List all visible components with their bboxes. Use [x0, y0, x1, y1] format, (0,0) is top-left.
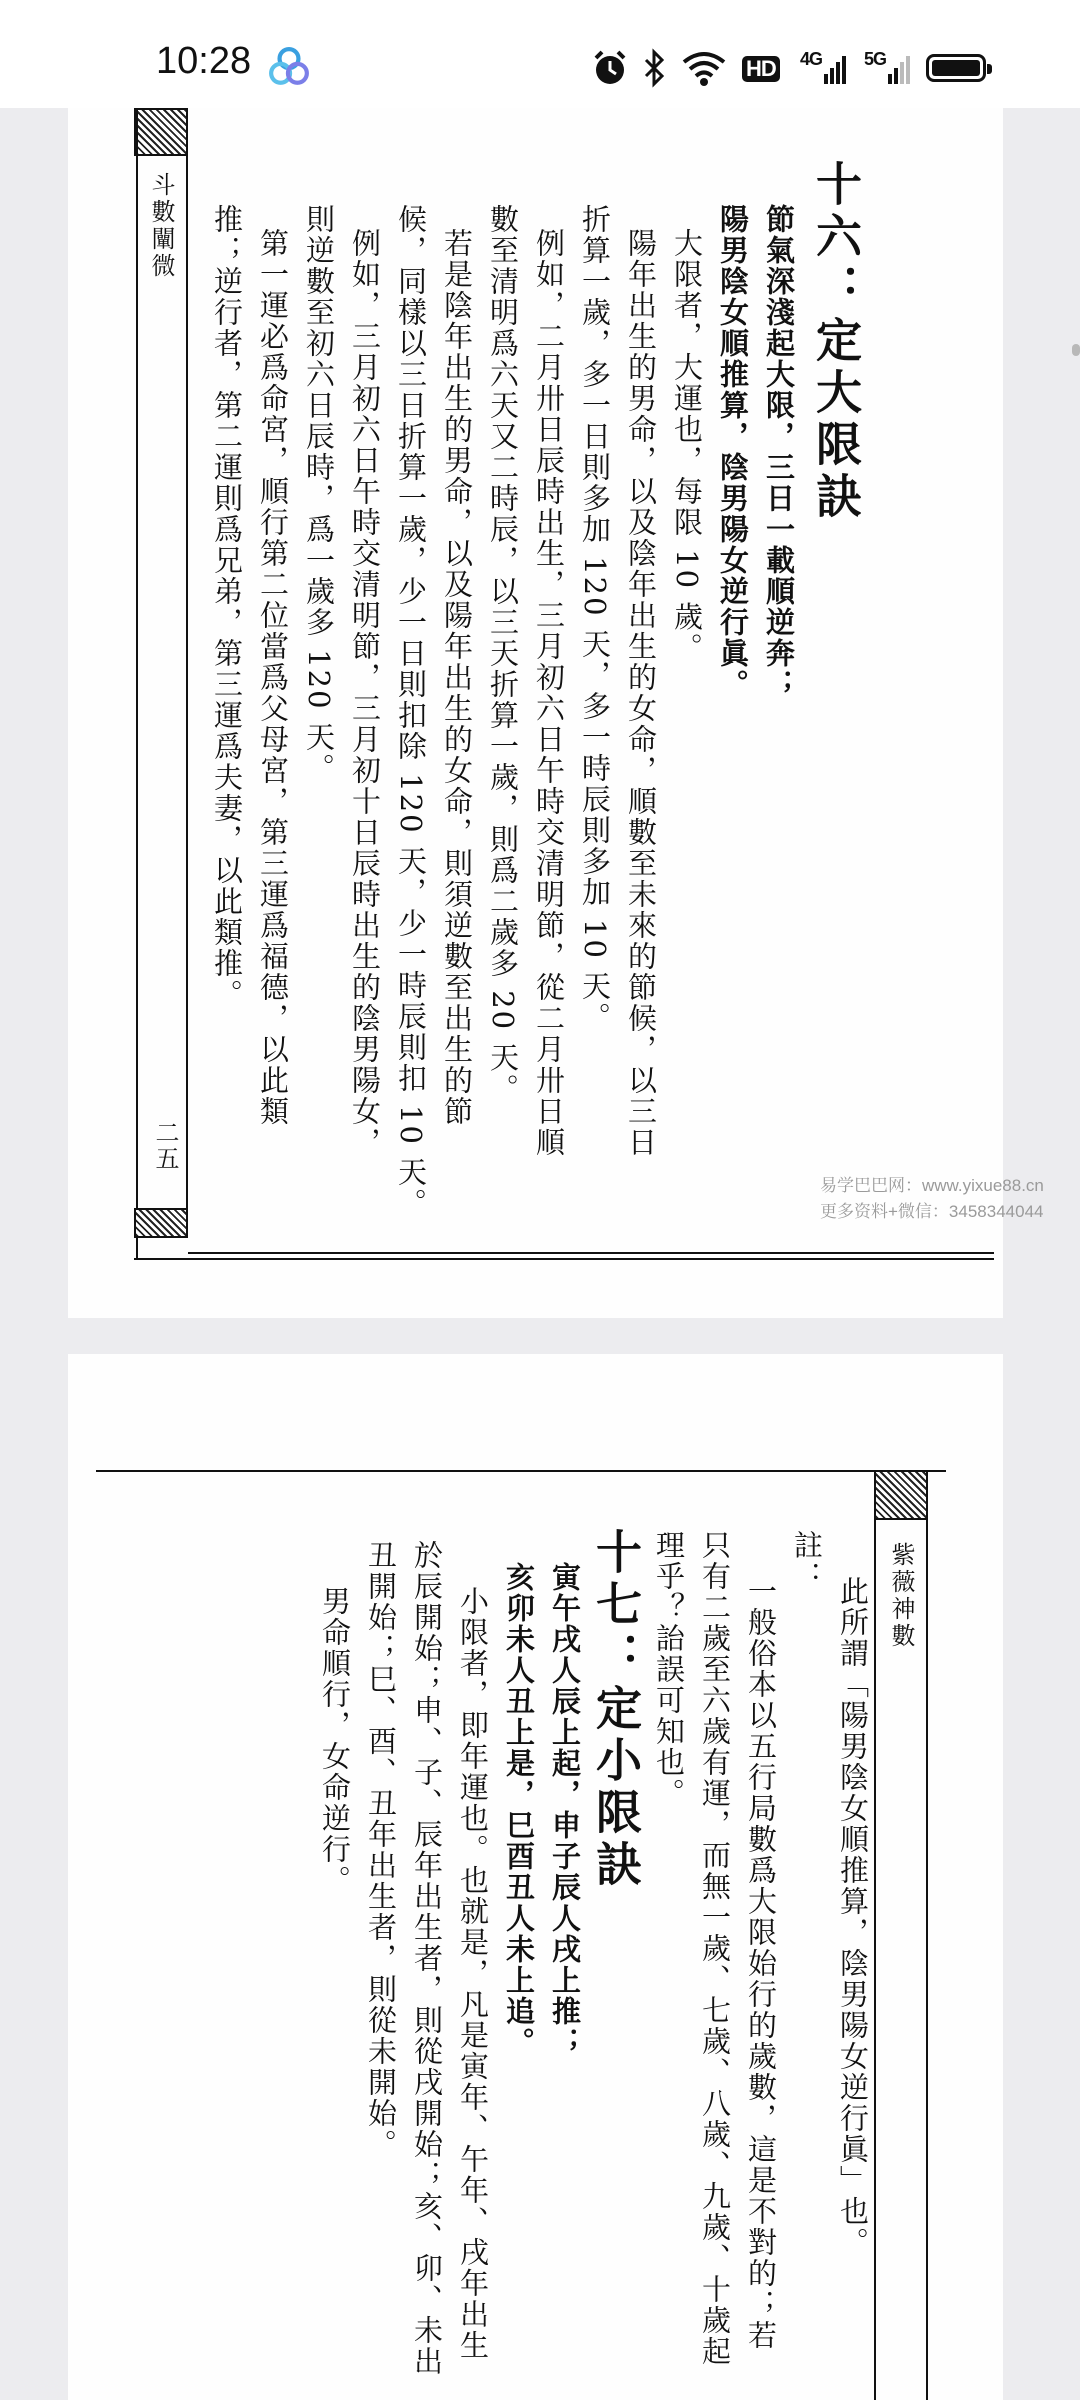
page-17[interactable]: [68, 1354, 1003, 2400]
section-heading: 十七：定小限訣: [589, 1528, 643, 1892]
battery-icon: [926, 54, 986, 82]
body-column: 候，同樣以三日折算一歲，少一日則扣除 120 天，少一時辰則扣 10 天。: [394, 204, 428, 1220]
alarm-icon: [590, 48, 630, 88]
body-column: 大限者，大運也，每限 10 歲。: [670, 228, 704, 664]
body-column: 例如，二月卅日辰時出生，三月初六日午時交清明節，從二月卅日順: [532, 228, 566, 1158]
frame-line-outer: [136, 108, 138, 1260]
watermark-line-2: 更多资料+微信：3458344044: [820, 1202, 1044, 1221]
signal-4g-label: 4G: [800, 49, 823, 69]
body-column: 男命順行，女命逆行。: [318, 1586, 352, 1896]
wifi-icon: [680, 48, 728, 88]
frame-line-top: [96, 1470, 946, 1472]
note-label: 註：: [790, 1530, 824, 1592]
page-16[interactable]: [68, 108, 1003, 1318]
signal-5g-icon: [864, 48, 910, 88]
frame-corner-bottom: [134, 1208, 188, 1238]
clover-app-icon: [268, 46, 310, 88]
note-column: 一般俗本以五行局數爲大限始行的歲數，這是不對的；若: [744, 1576, 778, 2351]
body-column: 推；逆行者，第二運則爲兄弟，第三運爲夫妻，以此類推。: [210, 204, 244, 1010]
book-title: 紫薇神數: [887, 1542, 915, 1650]
bluetooth-icon: [640, 48, 668, 88]
body-column: 丑開始；巳、酉、丑年出生者，則從未開始。: [364, 1540, 398, 2160]
watermark-line-1: 易学巴巴网：www.yixue88.cn: [820, 1176, 1044, 1195]
body-column: 於辰開始；申、子、辰年出生者，則從戌開始；亥、卯、未出: [410, 1540, 444, 2377]
verse-line-2: 陽男陰女順推算，陰男陽女逆行眞。: [716, 204, 750, 700]
book-title: 斗數闡微: [147, 172, 175, 280]
frame-line-inner: [186, 108, 188, 1228]
signal-4g-icon: [800, 48, 846, 88]
verse-line-1: 寅午戌人辰上起，申子辰人戌上推；: [548, 1562, 582, 2058]
verse-line-1: 節氣深淺起大限，三日一載順逆奔；: [762, 204, 796, 700]
body-column: 數至清明爲六天又二時辰，以三天折算一歲，則爲二歲多 20 天。: [486, 204, 520, 1105]
note-column: 理乎？詒誤可知也。: [652, 1530, 686, 1809]
frame-line-outer: [926, 1470, 928, 2400]
signal-5g-label: 5G: [864, 49, 887, 69]
frame-line-bottom-inner: [188, 1252, 994, 1254]
body-column: 例如，三月初六日午時交清明節，三月初十日辰時出生的陰男陽女，: [348, 228, 382, 1158]
body-column: 陽年出生的男命，以及陰年出生的女命，順數至未來的節候，以三日: [624, 228, 658, 1158]
body-column: 則逆數至初六日辰時，爲一歲多 120 天。: [302, 204, 336, 784]
scroll-indicator[interactable]: [1072, 344, 1080, 356]
body-column: 若是陰年出生的男命，以及陽年出生的女命，則須逆數至出生的節: [440, 228, 474, 1127]
page-number: 二五: [151, 1120, 179, 1172]
frame-corner-top: [134, 108, 188, 156]
body-column: 折算一歲，多一日則多加 120 天，多一時辰則多加 10 天。: [578, 204, 612, 1034]
body-column: 此所謂「陽男陰女順推算，陰男陽女逆行眞」也。: [836, 1576, 870, 2258]
hd-badge: HD: [742, 56, 780, 82]
frame-corner-top: [874, 1470, 928, 1520]
status-bar: [0, 0, 1080, 108]
frame-line-bottom: [134, 1258, 994, 1260]
section-heading: 十六：定大限訣: [809, 160, 863, 524]
body-column: 第一運必爲命宮，順行第二位當爲父母宮，第三運爲福德，以此類: [256, 228, 290, 1127]
status-time: 10:28: [156, 40, 252, 82]
note-column: 只有二歲至六歲有運，而無一歲、七歲、八歲、九歲、十歲起: [698, 1530, 732, 2367]
body-column: 小限者，即年運也。也就是，凡是寅年、午年、戌年出生: [456, 1586, 490, 2361]
verse-line-2: 亥卯未人丑上是，巳酉丑人未上追。: [502, 1562, 536, 2058]
